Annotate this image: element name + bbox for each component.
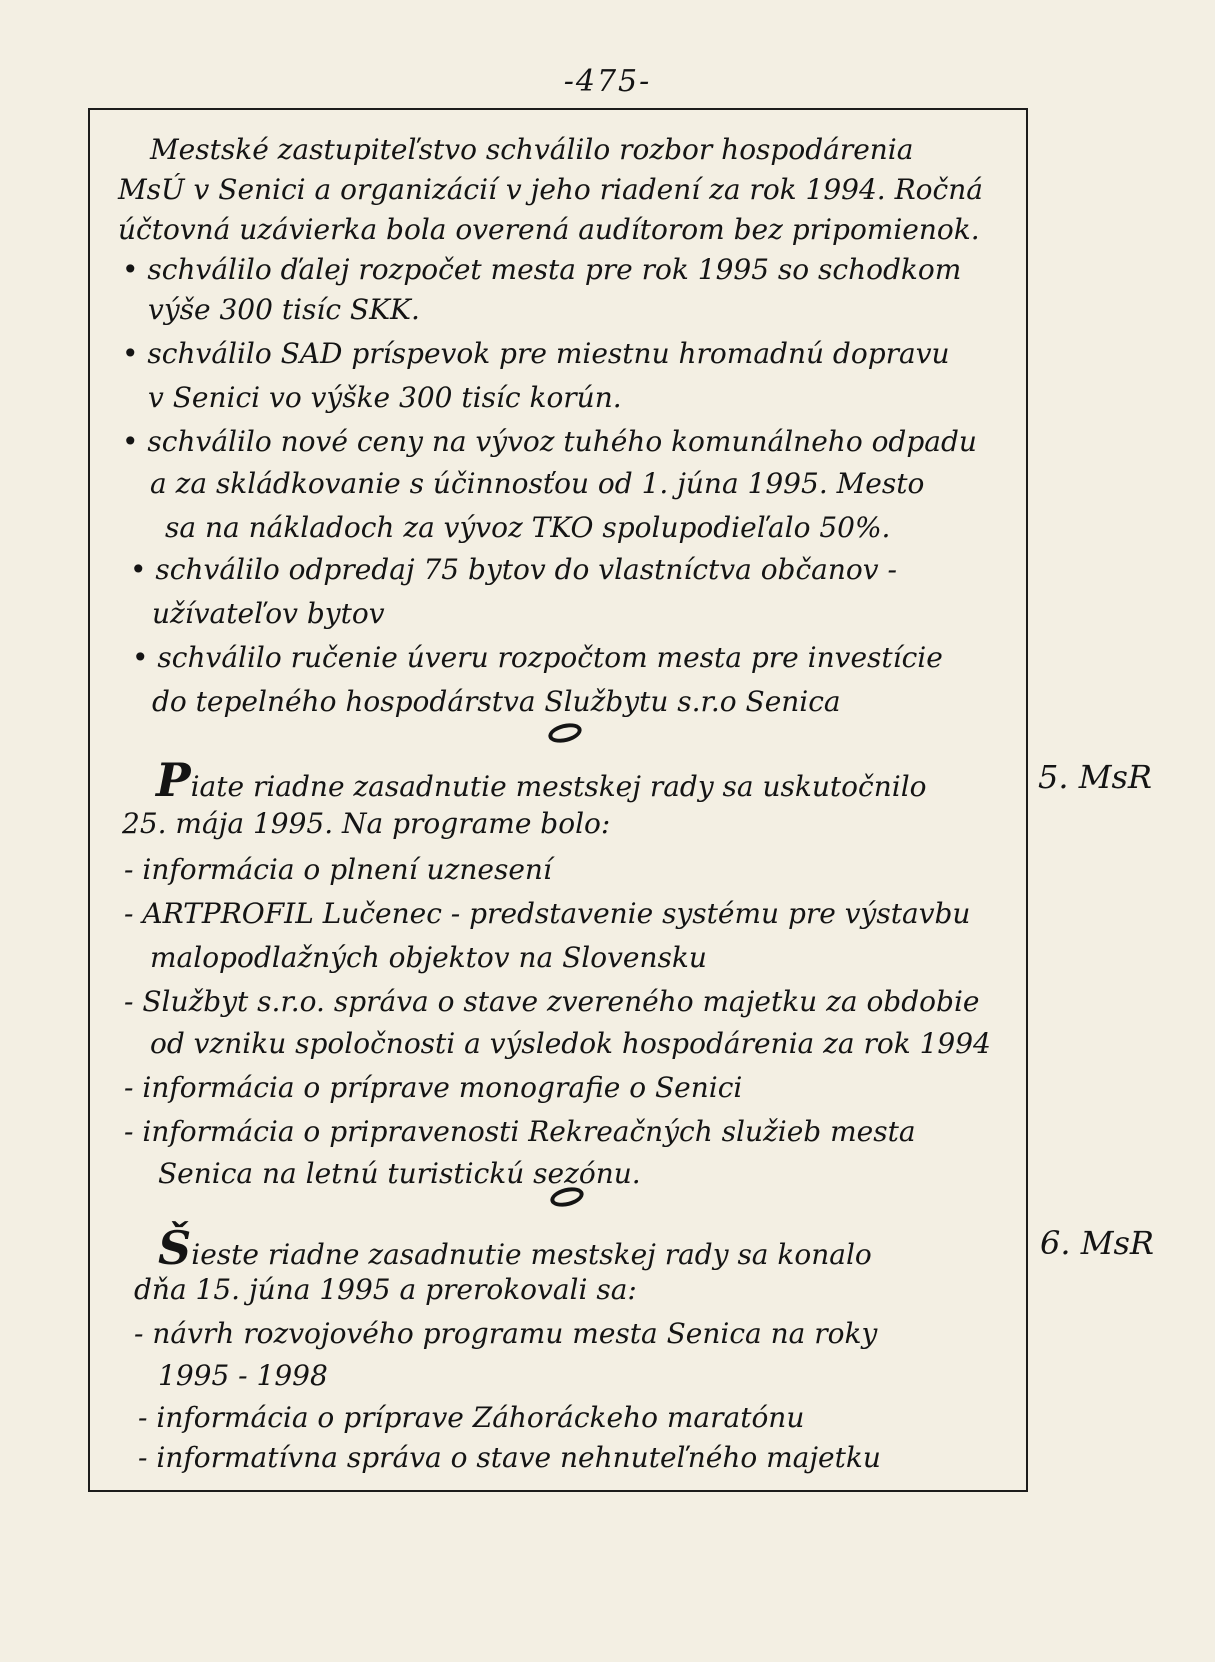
drop-cap: Š <box>158 1221 192 1275</box>
section-heading-line <box>156 753 927 807</box>
section-heading-text: ieste riadne zasadnutie mestskej rady sa konalo <box>191 1238 872 1271</box>
list-item: - ARTPROFIL Lučenec - predstavenie systému pre výstavbu <box>124 897 971 930</box>
text-line: užívateľov bytov <box>152 597 385 630</box>
list-item: • schválilo SAD príspevok pre miestnu hromadnú dopravu <box>122 337 950 370</box>
list-item: - návrh rozvojového programu mesta Senica na roky <box>134 1317 878 1350</box>
margin-note-5-msr: 5. MsR <box>1038 758 1152 796</box>
drop-cap: P <box>156 753 191 807</box>
text-line: v Senici vo výške 300 tisíc korún. <box>148 381 622 414</box>
page-number: -475- <box>563 64 652 99</box>
text-line: do tepelného hospodárstva Službytu s.r.o Senica <box>152 685 841 718</box>
text-line: od vzniku spoločnosti a výsledok hospodárenia za rok 1994 <box>150 1027 991 1060</box>
text-line: malopodlažných objektov na Slovensku <box>150 941 707 974</box>
text-line: dňa 15. júna 1995 a prerokovali sa: <box>134 1273 637 1306</box>
list-item: • schválilo ručenie úveru rozpočtom mesta pre investície <box>132 641 943 674</box>
section-heading-line <box>158 1221 872 1275</box>
list-item: - informácia o príprave Záhoráckeho maratónu <box>138 1401 805 1434</box>
list-item: - informácia o pripravenosti Rekreačných služieb mesta <box>124 1115 916 1148</box>
list-item: - informácia o plnení uznesení <box>124 853 552 886</box>
text-line: MsÚ v Senici a organizácií v jeho riadení za rok 1994. Ročná <box>118 173 983 206</box>
list-item: - informatívna správa o stave nehnuteľného majetku <box>138 1441 881 1474</box>
text-line: 1995 - 1998 <box>158 1359 328 1392</box>
text-line: sa na nákladoch za vývoz TKO spolupodieľalo 50%. <box>165 511 891 544</box>
section-heading-text: iate riadne zasadnutie mestskej rady sa uskutočnilo <box>190 770 927 803</box>
text-line: účtovná uzávierka bola overená audítorom bez pripomienok. <box>118 213 980 246</box>
list-item: - informácia o príprave monografie o Senici <box>124 1071 743 1104</box>
list-item: • schválilo nové ceny na vývoz tuhého komunálneho odpadu <box>122 425 977 458</box>
text-line: výše 300 tisíc SKK. <box>148 293 420 326</box>
text-line: Senica na letnú turistickú sezónu. <box>158 1157 641 1190</box>
list-item: - Službyt s.r.o. správa o stave zvereného majetku za obdobie <box>124 985 980 1018</box>
list-item: • schválilo odpredaj 75 bytov do vlastníctva občanov - <box>130 553 897 586</box>
margin-note-6-msr: 6. MsR <box>1040 1224 1154 1262</box>
text-line: Mestské zastupiteľstvo schválilo rozbor hospodárenia <box>150 133 914 166</box>
list-item: • schválilo ďalej rozpočet mesta pre rok 1995 so schodkom <box>122 253 962 286</box>
text-line: a za skládkovanie s účinnosťou od 1. júna 1995. Mesto <box>150 467 925 500</box>
text-line: 25. mája 1995. Na programe bolo: <box>122 807 611 840</box>
